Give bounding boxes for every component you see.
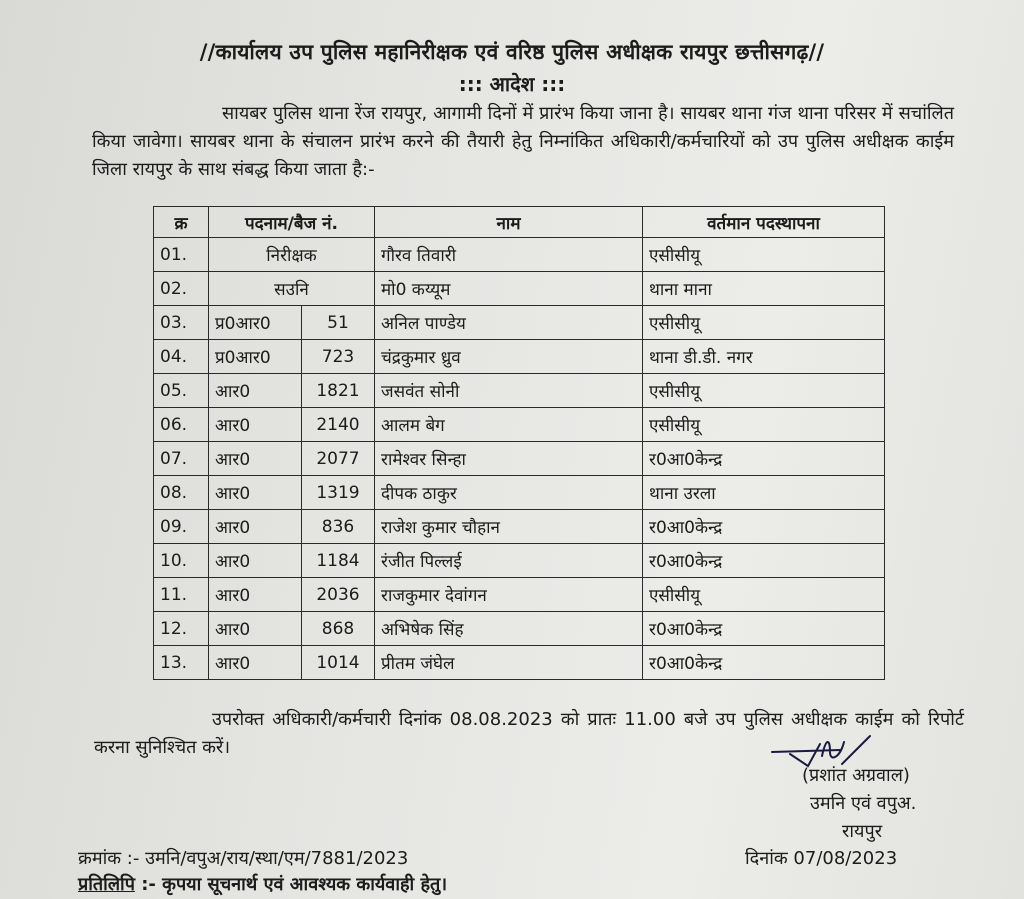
cell-name: मो0 कय्यूम: [375, 272, 643, 306]
table-row: [154, 272, 885, 306]
instruction-text: उपरोक्त अधिकारी/कर्मचारी दिनांक 08.08.2023 को प्रातः 11.00 बजे उप पुलिस अधीक्षक काईम को रिपोर्ट करना सुनिश्चित करें।: [94, 709, 964, 758]
cell-name: अनिल पाण्डेय: [375, 306, 643, 340]
staff-table: [153, 206, 885, 680]
reference-number: क्रमांक :- उमनि/वपुअ/राय/स्था/एम/7881/2023: [78, 848, 409, 869]
cell-name: अभिषेक सिंह: [375, 612, 643, 646]
table-row: [154, 340, 885, 374]
cell-serial: 03.: [154, 306, 209, 340]
table-row: [154, 510, 885, 544]
cell-posting: एसीसीयू: [643, 408, 885, 442]
table-row: [154, 306, 885, 340]
table-row: [154, 646, 885, 680]
table-row: [154, 374, 885, 408]
table-row: [154, 544, 885, 578]
cell-name: आलम बेग: [375, 408, 643, 442]
issue-date: दिनांक 07/08/2023: [745, 848, 898, 869]
header-rank-badge: पदनाम/बैज नं.: [209, 207, 375, 238]
cell-name: राजेश कुमार चौहान: [375, 510, 643, 544]
cell-serial: 09.: [154, 510, 209, 544]
cell-badge: 2140: [302, 408, 375, 442]
order-heading: ::: आदेश :::: [458, 72, 566, 96]
signatory-title: उमनि एवं वपुअ.: [810, 793, 917, 814]
table-row: [154, 578, 885, 612]
cell-posting: र0आ0केन्द्र: [643, 646, 885, 680]
cell-serial: 05.: [154, 374, 209, 408]
cell-posting: थाना माना: [643, 272, 885, 306]
table-row: [154, 408, 885, 442]
cell-rank: आर0: [209, 476, 302, 510]
cell-rank: आर0: [209, 510, 302, 544]
cell-serial: 07.: [154, 442, 209, 476]
cell-badge: 868: [302, 612, 375, 646]
intro-paragraph: [92, 100, 954, 184]
cell-posting: र0आ0केन्द्र: [643, 510, 885, 544]
copy-label: प्रतिलिपि: [78, 874, 135, 895]
cell-serial: 02.: [154, 272, 209, 306]
cell-name: राजकुमार देवांगन: [375, 578, 643, 612]
cell-badge: 1821: [302, 374, 375, 408]
copy-text: :- कृपया सूचनार्थ एवं आवश्यक कार्यवाही हेतु।: [141, 874, 448, 895]
cell-rank: प्र0आर0: [209, 306, 302, 340]
cell-badge: 1014: [302, 646, 375, 680]
cell-rank: प्र0आर0: [209, 340, 302, 374]
cell-serial: 12.: [154, 612, 209, 646]
cell-posting: एसीसीयू: [643, 238, 885, 272]
header-name: नाम: [375, 207, 643, 238]
table-header-row: [154, 207, 885, 238]
table-row: [154, 442, 885, 476]
office-heading: //कार्यालय उप पुलिस महानिरीक्षक एवं वरिष्ठ पुलिस अधीक्षक रायपुर छत्तीसगढ़//: [199, 40, 825, 64]
cell-serial: 01.: [154, 238, 209, 272]
cell-name: जसवंत सोनी: [375, 374, 643, 408]
cell-posting: थाना उरला: [643, 476, 885, 510]
cell-serial: 08.: [154, 476, 209, 510]
cell-posting: र0आ0केन्द्र: [643, 544, 885, 578]
cell-posting: थाना डी.डी. नगर: [643, 340, 885, 374]
cell-name: दीपक ठाकुर: [375, 476, 643, 510]
cell-serial: 13.: [154, 646, 209, 680]
cell-serial: 04.: [154, 340, 209, 374]
cell-posting: एसीसीयू: [643, 374, 885, 408]
cell-posting: एसीसीयू: [643, 578, 885, 612]
signatory-place: रायपुर: [842, 821, 883, 842]
cell-name: रंजीत पिल्लई: [375, 544, 643, 578]
cell-rank: आर0: [209, 578, 302, 612]
table-row: [154, 612, 885, 646]
cell-rank: आर0: [209, 408, 302, 442]
cell-badge: 723: [302, 340, 375, 374]
cell-rank: आर0: [209, 374, 302, 408]
cell-rank: आर0: [209, 612, 302, 646]
cell-rank: सउनि: [209, 272, 375, 306]
cell-serial: 10.: [154, 544, 209, 578]
cell-name: प्रीतम जंघेल: [375, 646, 643, 680]
cell-name: चंद्रकुमार ध्रुव: [375, 340, 643, 374]
cell-posting: र0आ0केन्द्र: [643, 442, 885, 476]
cell-rank: निरीक्षक: [209, 238, 375, 272]
cell-badge: 1319: [302, 476, 375, 510]
cell-posting: एसीसीयू: [643, 306, 885, 340]
cell-name: गौरव तिवारी: [375, 238, 643, 272]
intro-text: सायबर पुलिस थाना रेंज रायपुर, आगामी दिनों में प्रारंभ किया जाना है। सायबर थाना गंज थाना परिसर में सचांलित किया जावेगा। सायबर थाना के संचालन प्रारंभ करने की तैयारी हेतु निम्नांकित अधिकारी/कर्मचारियों को उप पुलिस अधीक्षक काईम जिला रायपुर के साथ संबद्ध किया जाता है:-: [92, 103, 954, 180]
table-row: [154, 238, 885, 272]
cell-badge: 1184: [302, 544, 375, 578]
table-row: [154, 476, 885, 510]
cell-badge: 2077: [302, 442, 375, 476]
cell-serial: 11.: [154, 578, 209, 612]
cell-name: रामेश्वर सिन्हा: [375, 442, 643, 476]
cell-badge: 2036: [302, 578, 375, 612]
cell-serial: 06.: [154, 408, 209, 442]
cell-rank: आर0: [209, 442, 302, 476]
cell-rank: आर0: [209, 646, 302, 680]
signatory-name: (प्रशांत अग्रवाल): [802, 765, 910, 786]
cell-posting: र0आ0केन्द्र: [643, 612, 885, 646]
cell-badge: 836: [302, 510, 375, 544]
copy-line: [78, 872, 447, 896]
cell-badge: 51: [302, 306, 375, 340]
header-serial: क्र: [154, 207, 209, 238]
header-posting: वर्तमान पदस्थापना: [643, 207, 885, 238]
cell-rank: आर0: [209, 544, 302, 578]
staff-table-body: [154, 238, 885, 680]
